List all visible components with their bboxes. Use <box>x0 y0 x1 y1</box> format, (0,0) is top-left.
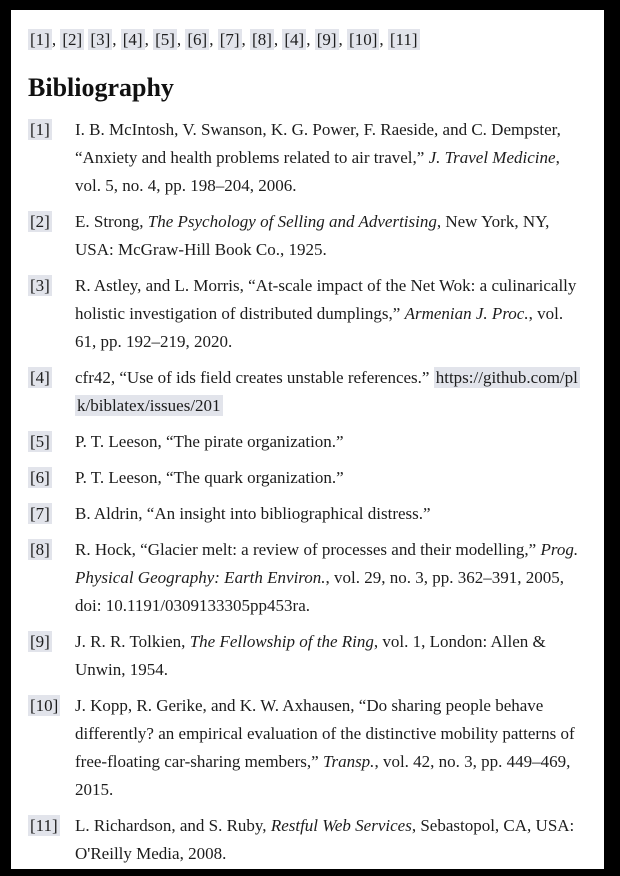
reference-entry <box>28 116 585 200</box>
reference-label-link[interactable]: [6] <box>30 468 50 487</box>
reference-label-column <box>28 272 75 356</box>
reference-label-link[interactable]: [1] <box>30 120 50 139</box>
reference-label-column <box>28 428 75 456</box>
reference-entry <box>28 692 585 804</box>
reference-text <box>75 272 585 356</box>
reference-text-segment: R. Astley, and L. Morris, “At-scale impact of the Net Wok: a culinarically holistic investigation of distributed dumplings,” <box>75 276 577 323</box>
reference-text <box>75 364 585 420</box>
citation-separator: , <box>209 30 218 49</box>
citation-link[interactable]: [8] <box>252 30 272 49</box>
reference-text <box>75 208 585 264</box>
citation-link[interactable]: [10] <box>349 30 378 49</box>
citation-line <box>28 26 585 54</box>
reference-label-column <box>28 116 75 200</box>
reference-entry <box>28 428 585 456</box>
reference-label-column <box>28 536 75 620</box>
reference-italic-title: J. Travel Medicine <box>428 148 556 167</box>
citation-separator: , <box>273 30 283 49</box>
citation-link[interactable]: [4] <box>284 30 305 49</box>
reference-entry <box>28 364 585 420</box>
reference-text-segment: I. B. McIntosh, V. Swanson, K. G. Power, F. Raeside, and C. Dempster, “Anxiety and health problems related to air travel,” <box>75 120 561 167</box>
reference-text-segment: , vol. 5, no. 4, pp. 198–204, 2006. <box>75 148 560 195</box>
citation-separator: , <box>176 30 186 49</box>
reference-label-link[interactable]: [3] <box>30 276 50 295</box>
reference-text-segment: J. R. R. Tolkien, <box>75 632 190 651</box>
page-title: Bibliography <box>28 73 174 102</box>
reference-text-segment: , vol. 61, pp. 192–219, 2020. <box>75 304 564 351</box>
reference-italic-title: Restful Web Services <box>270 816 412 835</box>
reference-text <box>75 628 585 684</box>
reference-label-column <box>28 628 75 684</box>
reference-label-column <box>28 500 75 528</box>
reference-label-link[interactable]: [10] <box>30 696 59 715</box>
reference-label-link[interactable]: [5] <box>30 432 50 451</box>
reference-label-link[interactable]: [2] <box>30 212 50 231</box>
reference-label-column <box>28 812 75 868</box>
reference-text <box>75 464 585 492</box>
citation-separator: , <box>338 30 348 49</box>
citation-link[interactable]: [11] <box>389 30 418 49</box>
citation-link[interactable]: [7] <box>219 30 240 49</box>
reference-text-segment: P. T. Leeson, “The quark organization.” <box>75 468 344 487</box>
reference-italic-title: Prog. Physical Geography: Earth Environ. <box>75 540 579 587</box>
reference-label-link[interactable]: [8] <box>30 540 50 559</box>
citation-link[interactable]: [4] <box>122 30 143 49</box>
reference-text-segment: L. Richardson, and S. Ruby, <box>75 816 271 835</box>
reference-entry <box>28 208 585 264</box>
reference-italic-title: The Psychology of Selling and Advertising <box>147 212 437 231</box>
reference-text <box>75 428 585 456</box>
reference-text-segment: P. T. Leeson, “The pirate organization.” <box>75 432 344 451</box>
citation-separator: , <box>379 30 388 49</box>
reference-text-segment: , vol. 29, no. 3, pp. 362–391, 2005, doi: 10.1191/0309133305pp453ra. <box>75 568 565 615</box>
citation-link[interactable]: [3] <box>90 30 111 49</box>
reference-text-segment: E. Strong, <box>75 212 148 231</box>
reference-label-link[interactable]: [4] <box>30 368 50 387</box>
reference-label-column <box>28 692 75 804</box>
citation-link[interactable]: [2] <box>62 30 83 49</box>
citation-link[interactable]: [1] <box>30 30 50 49</box>
citation-link[interactable]: [5] <box>155 30 175 49</box>
reference-text-segment: cfr42, “Use of ids field creates unstable references.” <box>75 368 434 387</box>
citation-separator: , <box>51 30 61 49</box>
reference-label-column <box>28 464 75 492</box>
citation-link[interactable]: [6] <box>187 30 208 49</box>
reference-label-link[interactable]: [11] <box>30 816 58 835</box>
reference-entry <box>28 500 585 528</box>
reference-text <box>75 692 585 804</box>
reference-entry <box>28 812 585 868</box>
reference-entry <box>28 464 585 492</box>
reference-italic-title: Armenian J. Proc. <box>404 304 529 323</box>
reference-text-segment: J. Kopp, R. Gerike, and K. W. Axhausen, “Do sharing people behave differently? an empirical evaluation of the distinctive mobility patterns of free-floating car-sharing members,” <box>75 696 575 771</box>
reference-text <box>75 116 585 200</box>
reference-text-segment: , vol. 1, London: Allen & Unwin, 1954. <box>75 632 546 679</box>
reference-url-link[interactable]: https://github.com/plk/biblatex/issues/201 <box>77 368 578 415</box>
reference-label-column <box>28 208 75 264</box>
reference-text-segment: B. Aldrin, “An insight into bibliographical distress.” <box>75 504 431 523</box>
reference-text-segment: , Sebastopol, CA, USA: O'Reilly Media, 2008. <box>75 816 575 863</box>
document-page <box>11 10 604 869</box>
reference-entry <box>28 536 585 620</box>
citation-separator: , <box>144 30 154 49</box>
reference-text <box>75 812 585 868</box>
reference-list <box>28 116 585 868</box>
reference-label-link[interactable]: [9] <box>30 632 50 651</box>
reference-text <box>75 536 585 620</box>
citation-link[interactable]: [9] <box>316 30 337 49</box>
citation-separator: , <box>112 30 121 49</box>
reference-text <box>75 500 585 528</box>
reference-entry <box>28 272 585 356</box>
reference-italic-title: The Fellowship of the Ring <box>189 632 374 651</box>
reference-label-column <box>28 364 75 420</box>
reference-text-segment: , vol. 42, no. 3, pp. 449–469, 2015. <box>75 752 571 799</box>
citation-separator: , <box>306 30 315 49</box>
reference-text-segment: , New York, NY, USA: McGraw-Hill Book Co., 1925. <box>75 212 550 259</box>
reference-text-segment: R. Hock, “Glacier melt: a review of processes and their modelling,” <box>75 540 541 559</box>
reference-italic-title: Transp. <box>322 752 375 771</box>
citation-separator: , <box>241 30 251 49</box>
reference-entry <box>28 628 585 684</box>
reference-label-link[interactable]: [7] <box>30 504 50 523</box>
